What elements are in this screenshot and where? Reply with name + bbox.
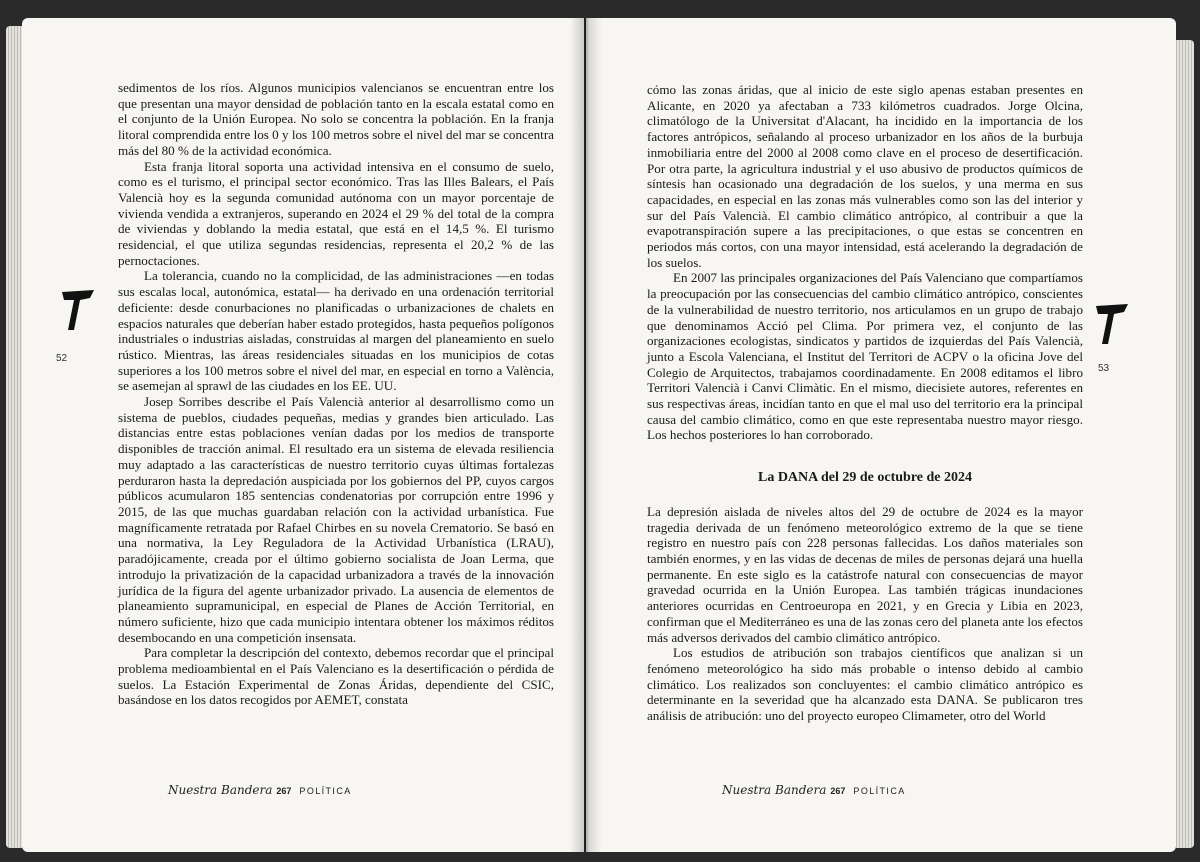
page-edges-right (1176, 40, 1194, 848)
page-footer (168, 783, 352, 797)
issue-number: 267 (830, 786, 846, 796)
paragraph: sedimentos de los ríos. Algunos municipios valencianos se encuentran entre los que presentan una mayor densidad de población tanto en la escala estatal como en el conjunto de la Unión Europea. No solo se concentra la población. En la franja litoral comprendida entre los 0 y los 100 metros sobre el nivel del mar se concentra más del 80 % de la actividad económica. (118, 80, 554, 158)
issue-number: 267 (276, 786, 292, 796)
page-number: 52 (56, 353, 68, 364)
paragraph: En 2007 las principales organizaciones del País Valenciano que compartíamos la preocupación por las consecuencias del cambio climático antrópico, conscientes de la vulnerabilidad de nuestro territorio, nos articulamos en un grupo de trabajo que denominamos Acció pel Clima. Por primera vez, el conjunto de las organizaciones ecologistas, sindicatos y partidos de izquierdas del País Valencià, junto a Escola Valenciana, el Institut del Territori de ACPV o la oficina Jove del Colegio de Arquitectos, trabajamos coordinadamente. En 2008 editamos el libro Territori Valencià i Canvi Climàtic. En el mismo, diecisiete autores, referentes en sus respectivas áreas, incidían tanto en que el mal uso del territorio era la principal causa del cambio climático, como en que este representaba nuestro mayor riesgo. Los hechos posteriores lo han corroborado. (647, 270, 1083, 443)
magazine-brand: Nuestra Bandera (722, 783, 827, 797)
flag-logo-icon (1094, 302, 1130, 346)
left-page (22, 18, 584, 852)
page-edges-left (6, 26, 22, 848)
paragraph: Josep Sorribes describe el País Valencià anterior al desarrollismo como un sistema de pueblos, ciudades pequeñas, medias y grandes bien articulado. Las distancias entre estas poblaciones venían dadas por los medios de transporte disponibles de tracción animal. El resultado era un sistema de elevada resiliencia muy adaptado a las características de nuestro territorio cuyas últimas fortalezas perduraron hasta la depredación auspiciada por los gobiernos del PP, cuyos cargos públicos acumularon 185 sentencias condenatorias por corrupción entre 1996 y 2015, de las que muchas guardaban relación con la actividad urbanística. Fue magníficamente retratada por Rafael Chirbes en su novela Crematorio. Se basó en una normativa, la Ley Reguladora de la Actividad Urbanística (LRAU), paradójicamente, creada por el último gobierno socialista de Joan Lerma, que introdujo la privatización de la capacidad urbanizadora a través de la innovación jurídica de la figura del agente urbanizador privado. La ausencia de elementos de planeamiento supramunicipal, en especial de Planes de Acción Territorial, en número suficiente, hizo que cada municipio intentara obtener los máximos réditos desembocando en una competición insensata. (118, 394, 554, 645)
right-page-body (647, 82, 1083, 724)
page-footer (722, 783, 906, 797)
page-number: 53 (1098, 363, 1110, 374)
book-gutter (570, 18, 602, 852)
paragraph: Para completar la descripción del contexto, debemos recordar que el principal problema medioambiental en el País Valenciano es la desertificación o pérdida de suelos. La Estación Experimental de Zonas Áridas, dependiente del CSIC, basándose en los datos recogidos por AEMET, constata (118, 645, 554, 708)
paragraph: Esta franja litoral soporta una actividad intensiva en el consumo de suelo, como es el turismo, el principal sector económico. Tras las Illes Balears, el País Valencià hoy es la segunda comunidad autónoma con un mayor porcentaje de vivienda vendida a extranjeros, superando en 2024 el 29 % del total de la compra de viviendas y doblando la media estatal, que está en el 14,5 %. El turismo residencial, el que utiliza segundas residencias, representa el 20,2 % de las pernoctaciones. (118, 158, 554, 268)
section-label: POLÍTICA (853, 786, 906, 796)
left-page-body (118, 80, 554, 708)
paragraph: cómo las zonas áridas, que al inicio de este siglo apenas estaban presentes en Alicante, en 2020 ya afectaban a 733 kilómetros cuadrados. Jorge Olcina, climatólogo de la Universitat d'Alacant, ha incidido en la importancia de los factores antrópicos, señalando al proceso urbanizador en los años de la burbuja inmobiliaria entre del 2000 al 2008 como clave en el proceso de desertificación. Por otra parte, la agricultura industrial y el uso abusivo de productos químicos de síntesis han ocasionado una degradación de los suelos, y una merma en sus capacidades, en especial en las zonas más vulnerables como son las del interior y sur del País Valencià. El cambio climático antrópico, al contribuir a que la evapotranspiración supere a las precipitaciones, o que estas se concentren en periodos más cortos, con una mayor intensidad, está acelerando la degradación de los suelos. (647, 82, 1083, 270)
magazine-brand: Nuestra Bandera (168, 783, 273, 797)
paragraph: La depresión aislada de niveles altos del 29 de octubre de 2024 es la mayor tragedia derivada de un fenómeno meteorológico extremo de la que se tiene registro en nuestro país con 228 personas fallecidas. Los daños materiales son también enormes, y en las vidas de decenas de miles de personas dejará una huella permanente. En este siglo es la catástrofe natural con consecuencias de mayor gravedad ocurrida en la Unión Europea. Las también trágicas inundaciones anteriores ocurridas en Centroeuropa en 2021, y en Grecia y Libia en 2023, confirman que el Mediterráneo es una de las zonas cero del planeta ante los efectos más adversos derivados del cambio climático antrópico. (647, 503, 1083, 645)
section-label: POLÍTICA (299, 786, 352, 796)
right-page (586, 18, 1176, 852)
paragraph: Los estudios de atribución son trabajos científicos que analizan si un fenómeno meteorológico ha sido más probable o intenso debido al cambio climático. Los realizados son concluyentes: el cambio climático antrópico es determinante en la severidad que ha alcanzado esta DANA. Se publicaron tres análisis de atribución: uno del proyecto europeo Climameter, otro del World (647, 645, 1083, 724)
section-heading: La DANA del 29 de octubre de 2024 (757, 470, 973, 486)
paragraph: La tolerancia, cuando no la complicidad, de las administraciones —en todas sus escalas local, autonómica, estatal— ha derivado en una ordenación territorial deficiente: desde conurbaciones no planificadas o urbanizaciones de chalets en espacios naturales que deberían haber estado protegidos, hasta pequeños polígonos industriales o industrias aisladas, construidas al margen del planeamiento en suelo rústico. Mientras, las áreas residenciales situadas en los municipios de cotas superiores a los 100 metros sobre el nivel del mar, en especial en torno a València, se asemejan al sprawl de las ciudades en los EE. UU. (118, 268, 554, 394)
flag-logo-icon (60, 288, 96, 332)
